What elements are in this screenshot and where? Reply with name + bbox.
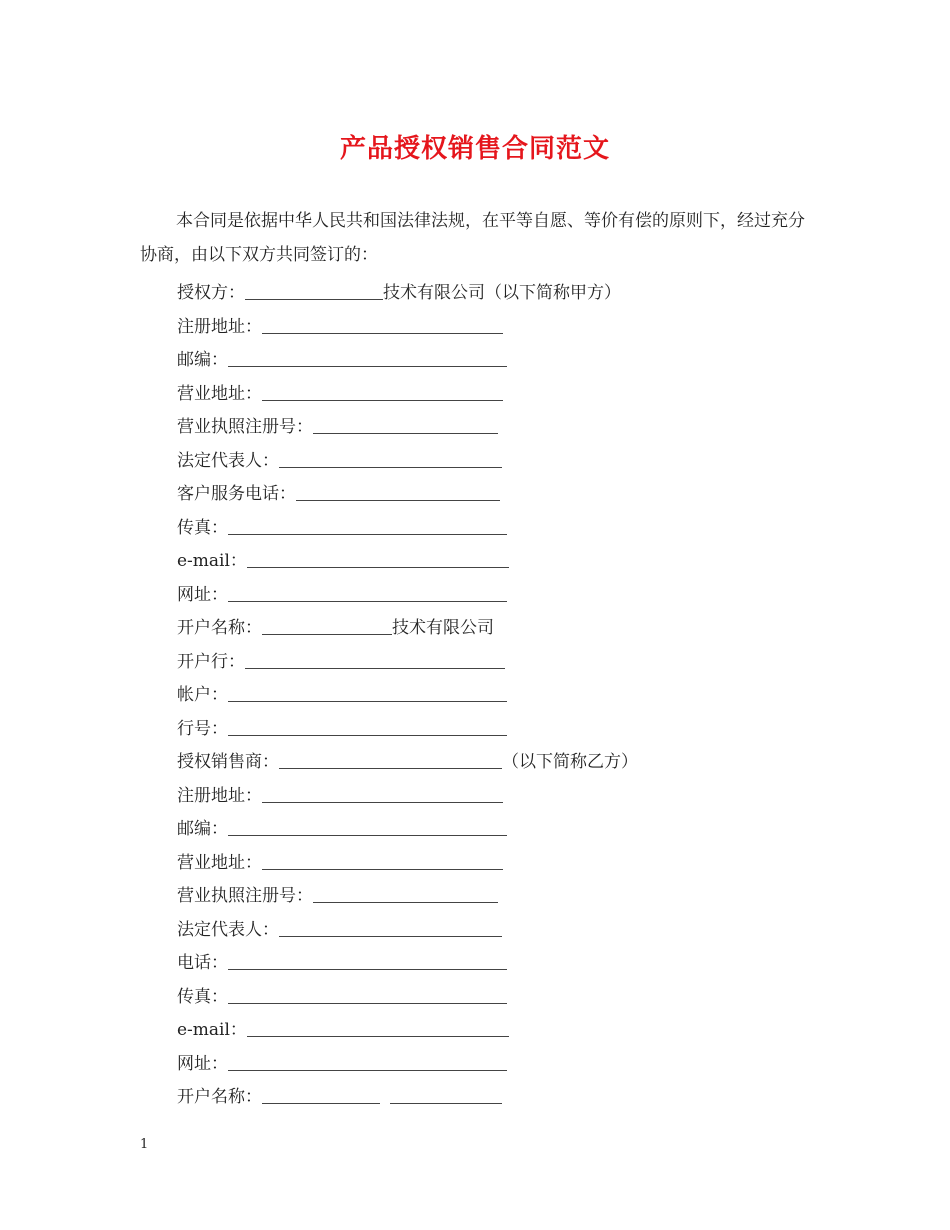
- a-license-no-blank[interactable]: [313, 415, 498, 434]
- a-postcode-row: [177, 341, 737, 375]
- b-postcode-row: [177, 810, 737, 844]
- authorizer-blank[interactable]: [245, 281, 383, 300]
- a-email-row: [177, 542, 737, 576]
- distributor-row: [177, 743, 737, 777]
- b-business-address-row: [177, 844, 737, 878]
- authorizer-suffix: 技术有限公司（以下简称甲方）: [383, 283, 621, 304]
- b-postcode-label: 邮编：: [177, 819, 228, 840]
- b-business-address-blank[interactable]: [262, 851, 503, 870]
- b-fax-label: 传真：: [177, 986, 228, 1007]
- intro-paragraph: 本合同是依据中华人民共和国法律法规，在平等自愿、等价有偿的原则下，经过充分协商，由以下双方共同签订的：: [140, 211, 805, 265]
- b-license-no-label: 营业执照注册号：: [177, 886, 313, 907]
- b-account-name-blank-2[interactable]: [390, 1085, 502, 1104]
- a-website-row: [177, 576, 737, 610]
- a-postcode-blank[interactable]: [228, 348, 507, 367]
- page-number: 1: [140, 1137, 149, 1152]
- b-license-no-row: [177, 877, 737, 911]
- a-license-no-row: [177, 408, 737, 442]
- b-legal-rep-row: [177, 911, 737, 945]
- a-postcode-label: 邮编：: [177, 350, 228, 371]
- distributor-blank[interactable]: [279, 750, 502, 769]
- b-account-name-row: [177, 1078, 737, 1112]
- authorizer-label: 授权方：: [177, 283, 245, 304]
- a-email-blank[interactable]: [247, 549, 509, 568]
- a-business-address-label: 营业地址：: [177, 383, 262, 404]
- a-bank-code-label: 行号：: [177, 718, 228, 739]
- a-account-name-row: [177, 609, 737, 643]
- b-email-row: [177, 1011, 737, 1045]
- a-website-blank[interactable]: [228, 583, 507, 602]
- b-license-no-blank[interactable]: [313, 884, 498, 903]
- a-email-label: e-mail：: [177, 551, 247, 572]
- a-legal-rep-row: [177, 442, 737, 476]
- a-service-phone-label: 客户服务电话：: [177, 484, 296, 505]
- b-account-name-blank-1[interactable]: [262, 1085, 380, 1104]
- a-business-address-row: [177, 375, 737, 409]
- a-legal-rep-blank[interactable]: [279, 449, 502, 468]
- a-website-label: 网址：: [177, 584, 228, 605]
- a-registered-address-blank[interactable]: [262, 315, 503, 334]
- contract-fields: [177, 274, 737, 1112]
- b-registered-address-row: [177, 777, 737, 811]
- b-account-name-label: 开户名称：: [177, 1087, 262, 1108]
- b-registered-address-label: 注册地址：: [177, 785, 262, 806]
- a-fax-label: 传真：: [177, 517, 228, 538]
- a-account-blank[interactable]: [228, 683, 507, 702]
- a-bank-label: 开户行：: [177, 651, 245, 672]
- b-phone-row: [177, 944, 737, 978]
- b-registered-address-blank[interactable]: [262, 784, 503, 803]
- a-account-name-label: 开户名称：: [177, 618, 262, 639]
- b-phone-label: 电话：: [177, 953, 228, 974]
- b-website-label: 网址：: [177, 1053, 228, 1074]
- b-phone-blank[interactable]: [228, 951, 507, 970]
- a-bank-code-row: [177, 710, 737, 744]
- a-bank-code-blank[interactable]: [228, 717, 507, 736]
- page-title: 产品授权销售合同范文: [339, 134, 610, 164]
- a-account-name-blank[interactable]: [262, 616, 392, 635]
- distributor-label: 授权销售商：: [177, 752, 279, 773]
- b-fax-blank[interactable]: [228, 985, 507, 1004]
- distributor-suffix: （以下简称乙方）: [502, 752, 638, 773]
- authorizer-row: [177, 274, 737, 308]
- a-registered-address-row: [177, 308, 737, 342]
- a-fax-row: [177, 509, 737, 543]
- a-service-phone-row: [177, 475, 737, 509]
- b-postcode-blank[interactable]: [228, 817, 507, 836]
- b-website-blank[interactable]: [228, 1052, 507, 1071]
- b-business-address-label: 营业地址：: [177, 852, 262, 873]
- b-website-row: [177, 1045, 737, 1079]
- b-email-blank[interactable]: [247, 1018, 509, 1037]
- a-account-label: 帐户：: [177, 685, 228, 706]
- a-fax-blank[interactable]: [228, 516, 507, 535]
- a-business-address-blank[interactable]: [262, 382, 503, 401]
- a-service-phone-blank[interactable]: [296, 482, 500, 501]
- b-legal-rep-label: 法定代表人：: [177, 919, 279, 940]
- a-license-no-label: 营业执照注册号：: [177, 417, 313, 438]
- b-email-label: e-mail：: [177, 1020, 247, 1041]
- a-bank-blank[interactable]: [245, 650, 505, 669]
- a-account-name-suffix: 技术有限公司: [392, 618, 494, 639]
- a-legal-rep-label: 法定代表人：: [177, 450, 279, 471]
- b-legal-rep-blank[interactable]: [279, 918, 502, 937]
- a-bank-row: [177, 643, 737, 677]
- a-account-row: [177, 676, 737, 710]
- b-fax-row: [177, 978, 737, 1012]
- a-registered-address-label: 注册地址：: [177, 316, 262, 337]
